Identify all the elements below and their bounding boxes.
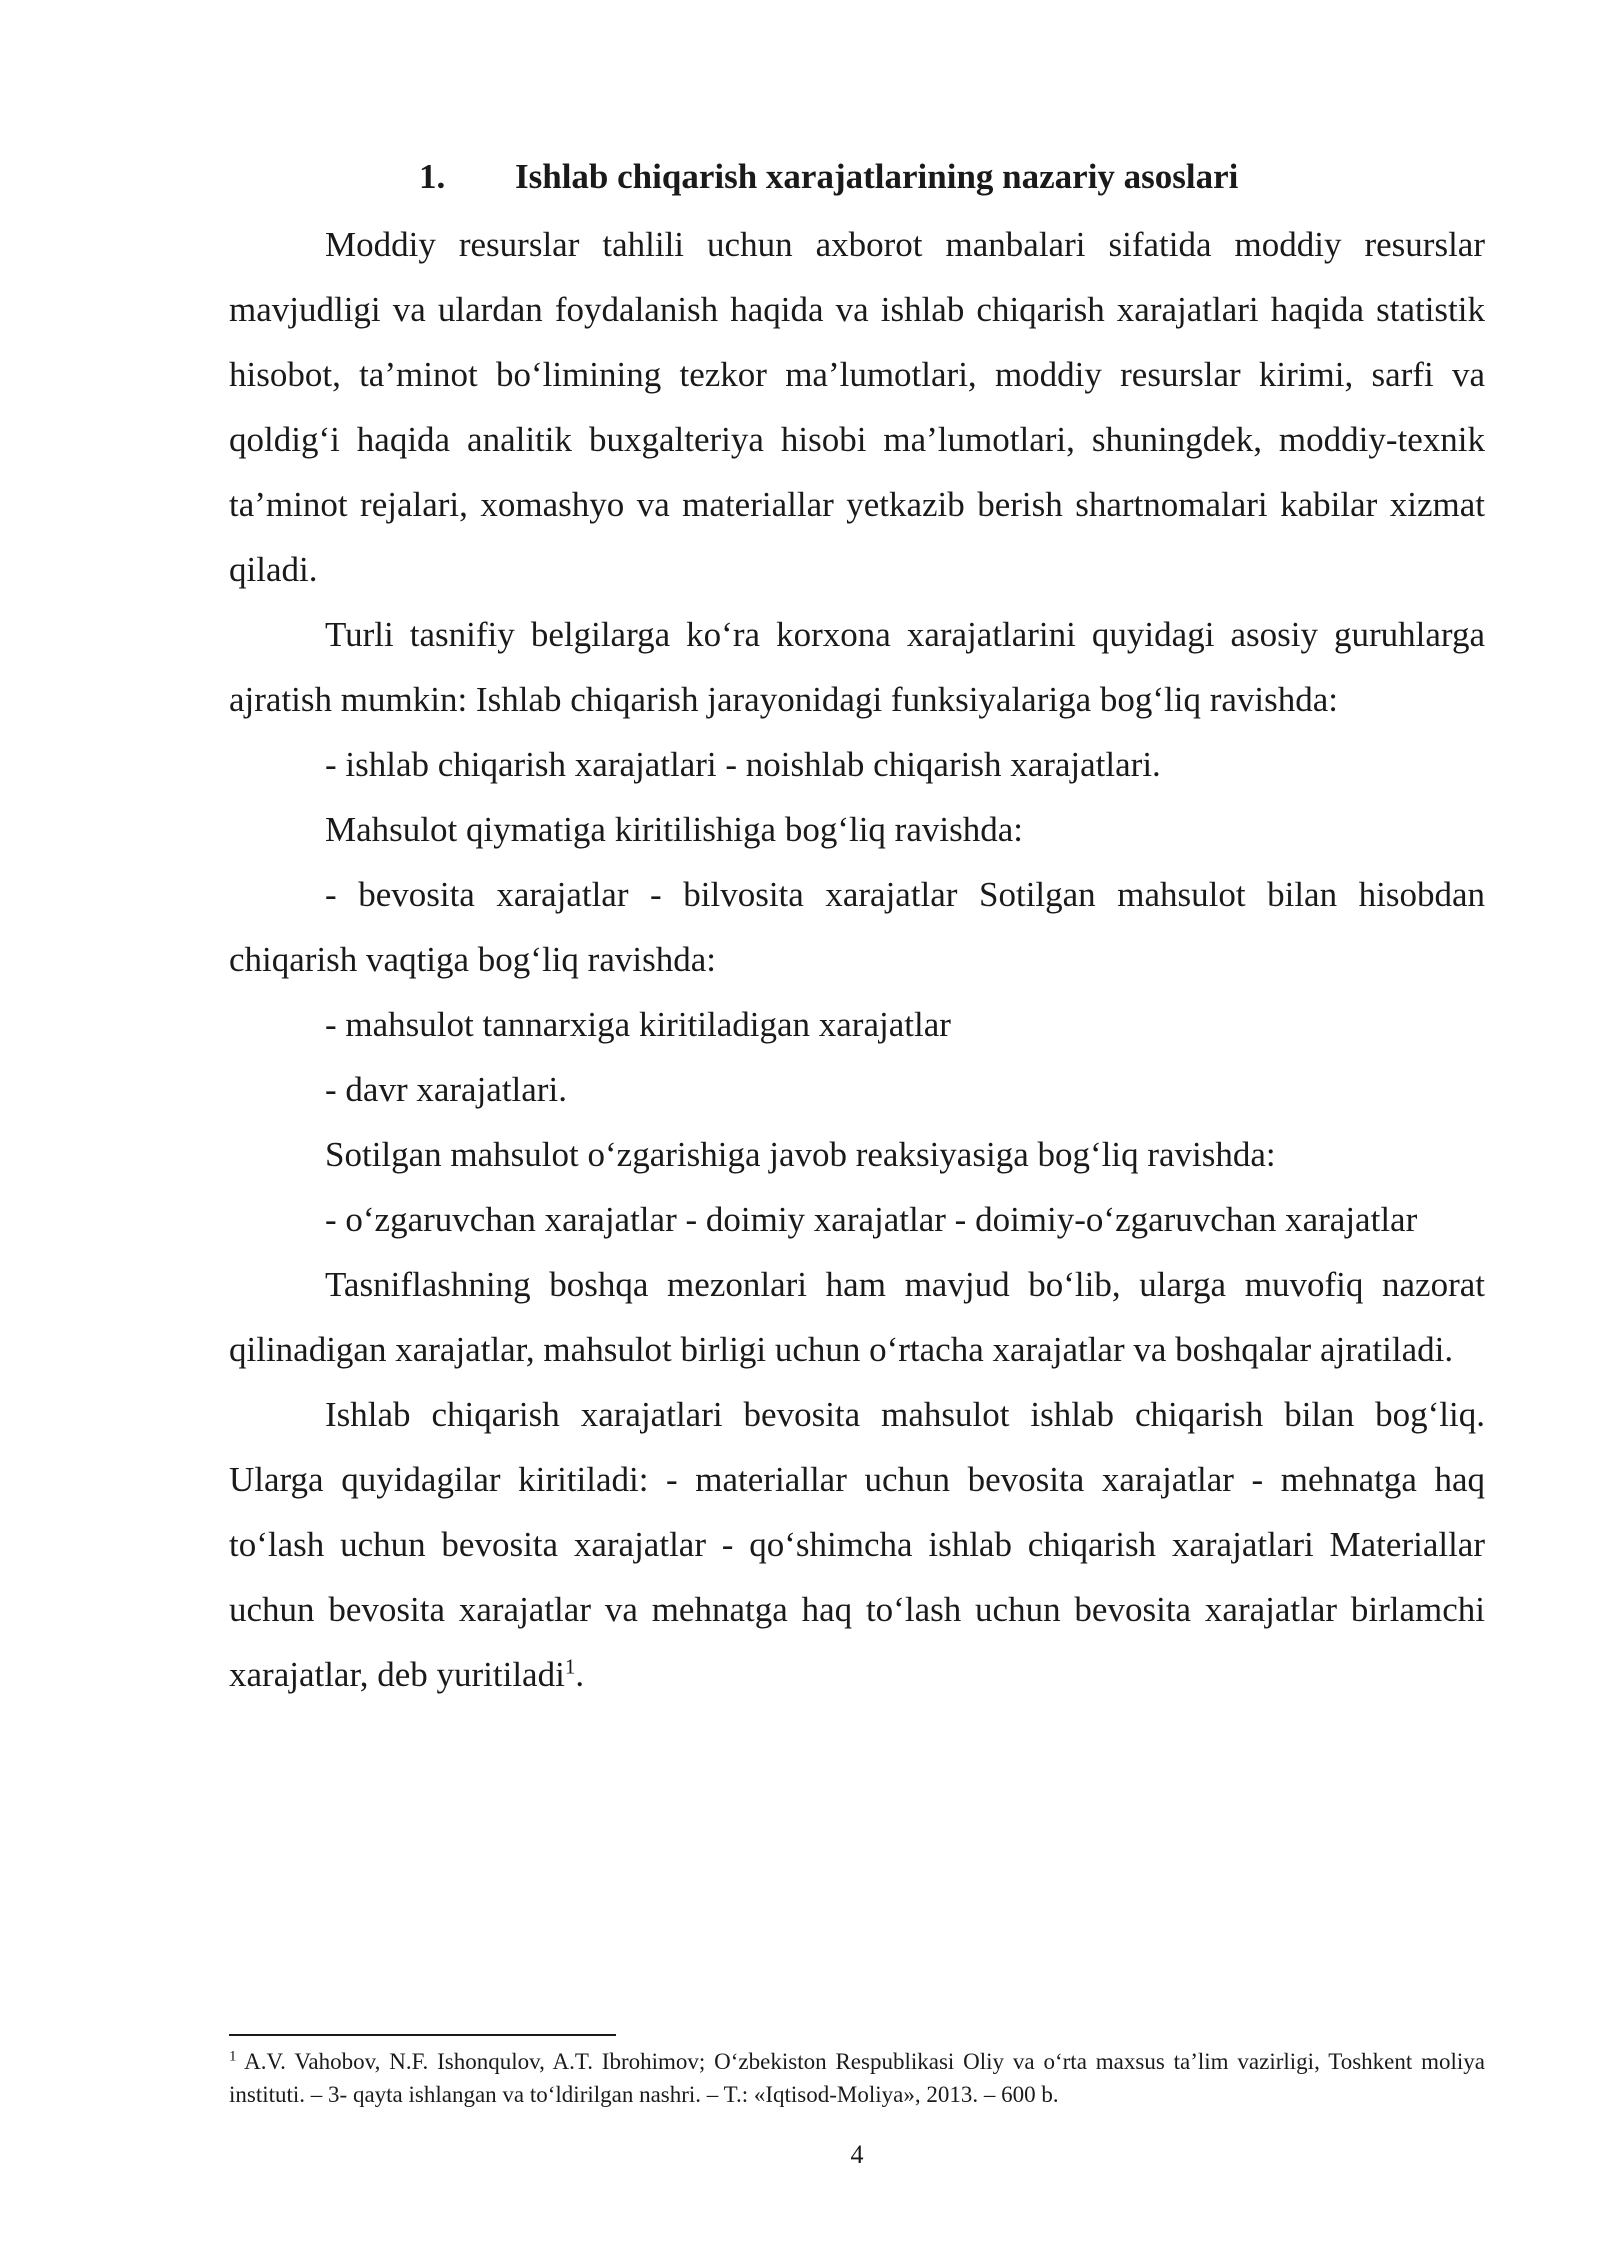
footnote-marker: 1 — [229, 2048, 237, 2065]
list-item: - mahsulot tannarxiga kiritiladigan xarajatlar — [325, 1005, 951, 1044]
section-number: 1. — [419, 157, 446, 196]
section-title: Ishlab chiqarish xarajatlarining nazariy asoslari — [515, 157, 1239, 196]
paragraph: Mahsulot qiymatiga kiritilishiga bog‘liq ravishda: — [325, 810, 1023, 849]
paragraph: Moddiy resurslar tahlili uchun axborot manbalari sifatida moddiy resurslar mavjudligi va ulardan foydalanish haqida va ishlab chiqarish xarajatlari haqida statistik hisobot, ta’minot bo‘limining tezkor ma’lumotlari, moddiy resurslar kirimi, sarfi va qoldig‘i haqida analitik buxgalteriya hisobi ma’lumotlari, shuningdek, moddiy-texnik ta’minot rejalari, xomashyo va materiallar yetkazib berish shartnomalari kabilar xizmat qiladi. — [229, 225, 1485, 589]
list-item: - o‘zgaruvchan xarajatlar - doimiy xarajatlar - doimiy-o‘zgaruvchan xarajatlar — [325, 1200, 1418, 1239]
paragraph-end: . — [575, 1655, 585, 1694]
paragraph-with-footnote — [229, 1382, 1485, 1707]
paragraph: Tasniflashning boshqa mezonlari ham mavjud bo‘lib, ularga muvofiq nazorat qilinadigan xarajatlar, mahsulot birligi uchun o‘rtacha xarajatlar va boshqalar ajratiladi. — [229, 1265, 1485, 1369]
footnote-separator — [229, 2034, 616, 2036]
section-heading — [229, 150, 1485, 204]
page-number: 4 — [850, 2140, 864, 2169]
list-item: - ishlab chiqarish xarajatlari - noishlab chiqarish xarajatlari. — [325, 745, 1161, 784]
paragraph: Sotilgan mahsulot o‘zgarishiga javob reaksiyasiga bog‘liq ravishda: — [325, 1135, 1276, 1174]
paragraph: Turli tasnifiy belgilarga ko‘ra korxona xarajatlarini quyidagi asosiy guruhlarga ajratish mumkin: Ishlab chiqarish jarayonidagi funksiyalariga bog‘liq ravishda: — [229, 615, 1485, 719]
list-item: - bevosita xarajatlar - bilvosita xarajatlar Sotilgan mahsulot bilan hisobdan chiqarish vaqtiga bog‘liq ravishda: — [229, 875, 1485, 979]
footnote — [229, 2045, 1485, 2111]
footnote-text: A.V. Vahobov, N.F. Ishonqulov, A.T. Ibrohimov; O‘zbekiston Respublikasi Oliy va o‘rta maxsus ta’lim vazirligi, Toshkent moliya instituti. – 3- qayta ishlangan va to‘ldirilgan nashri. – T.: «Iqtisod-Moliya», 2013. – 600 b. — [229, 2049, 1486, 2107]
paragraph-text: Ishlab chiqarish xarajatlari bevosita mahsulot ishlab chiqarish bilan bog‘liq. Ularga quyidagilar kiritiladi: - materiallar uchun bevosita xarajatlar - mehnatga haq to‘lash uchun bevosita xarajatlar - qo‘shimcha ishlab chiqarish xarajatlari Materiallar uchun bevosita xarajatlar va mehnatga haq to‘lash uchun bevosita xarajatlar birlamchi xarajatlar, deb yuritiladi — [229, 1395, 1485, 1694]
page-body — [229, 150, 1485, 1707]
footnote-reference[interactable]: 1 — [564, 1654, 576, 1679]
list-item: - davr xarajatlari. — [325, 1070, 567, 1109]
